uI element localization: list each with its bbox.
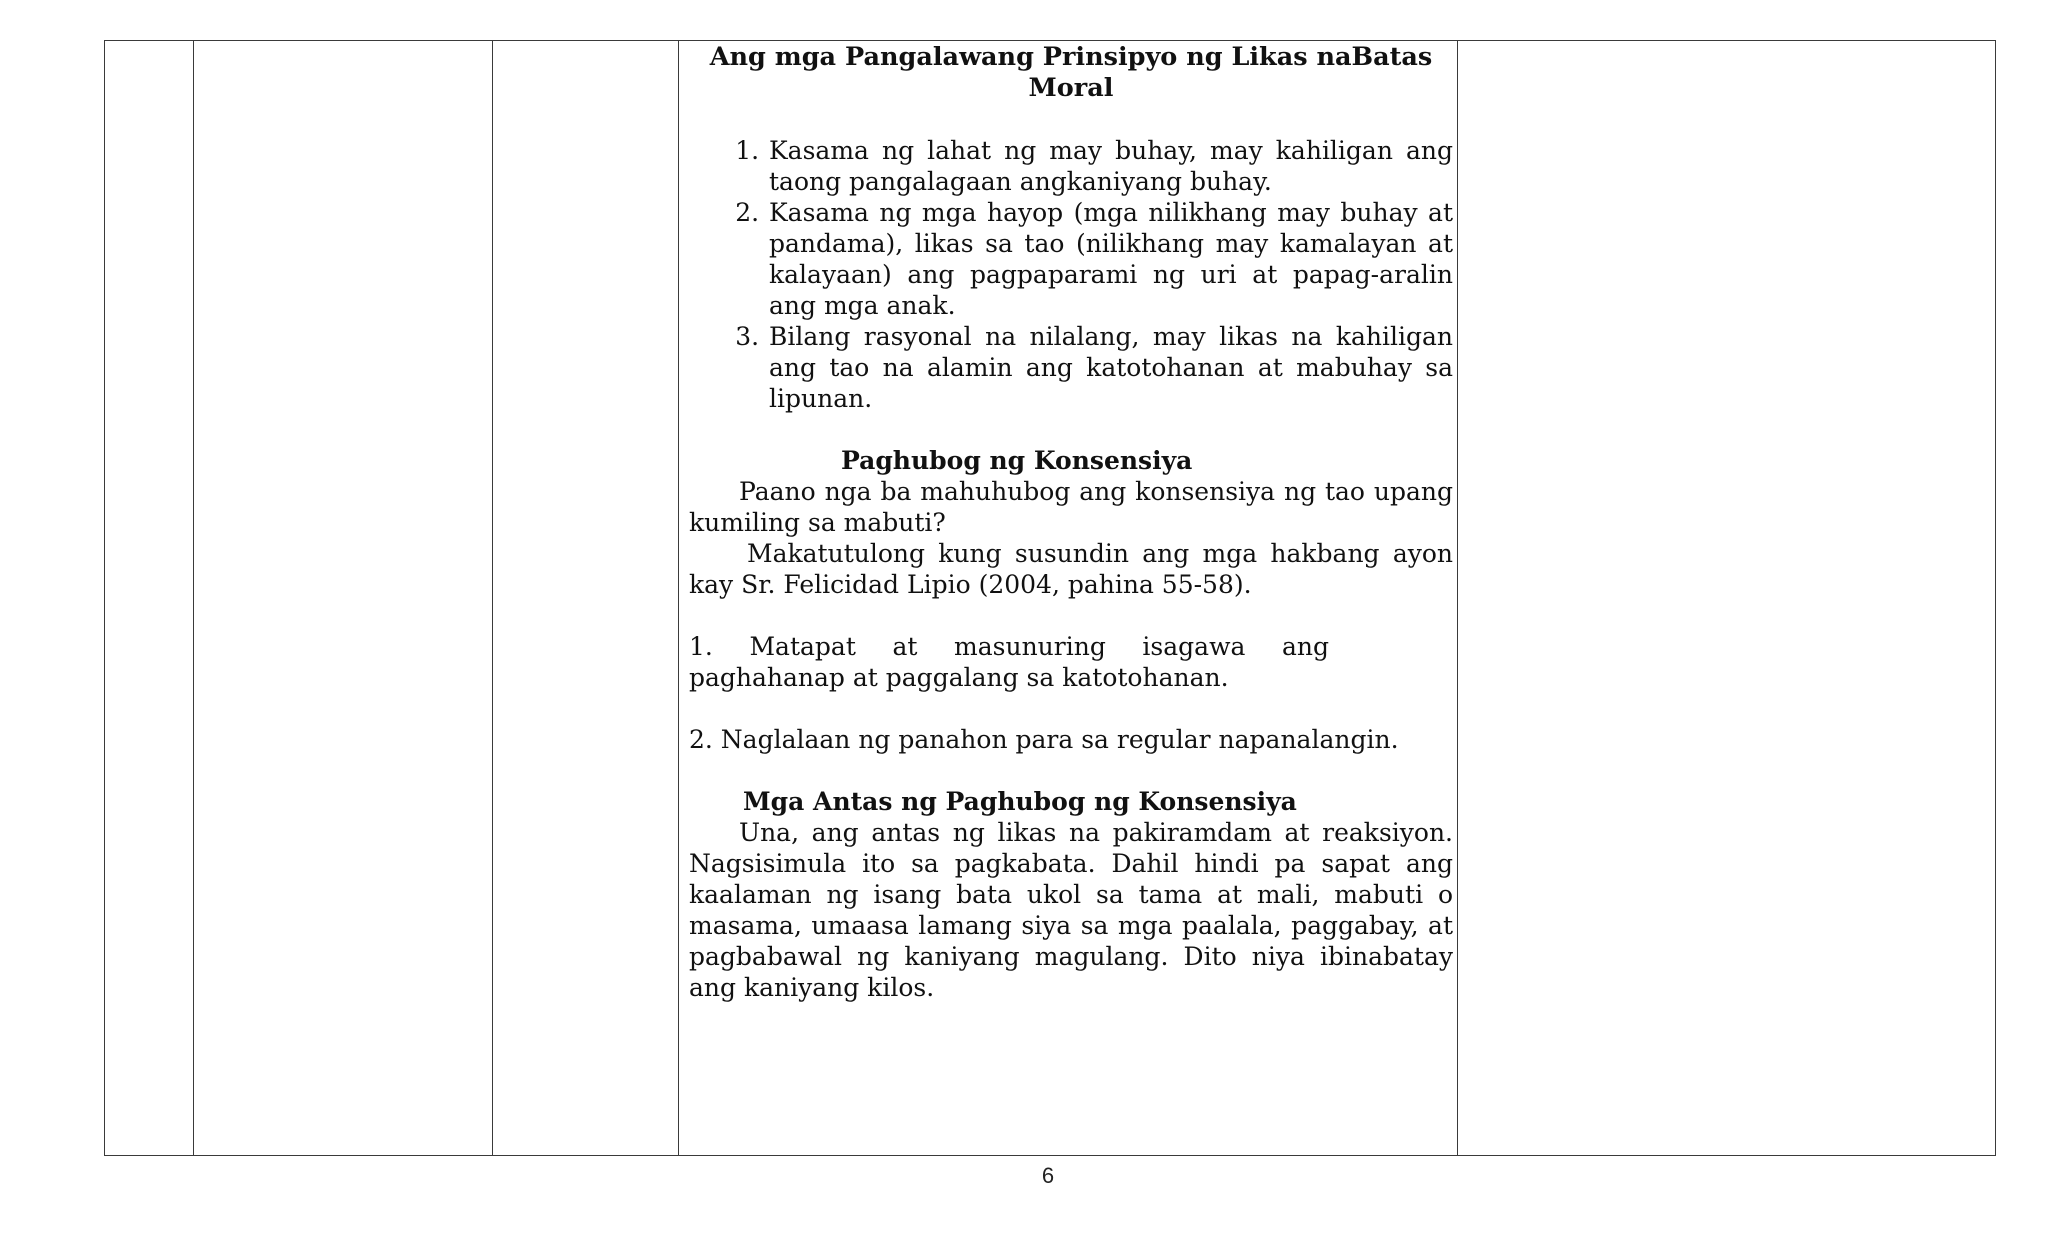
step-1 <box>689 631 1453 693</box>
step-1-line2: paghahanap at paggalang sa katotohanan. <box>689 663 1229 692</box>
step-2: 2. Naglalaan ng panahon para sa regular napanalangin. <box>689 725 1399 754</box>
step-1-line1: 1. Matapat at masunuring isagawa ang <box>689 632 1329 661</box>
principles-heading-line1: Ang mga Pangalawang Prinsipyo ng Likas naBatas <box>709 42 1433 72</box>
list-item: 2. Kasama ng mga hayop (mga nilikhang may buhay at pandama), likas sa tao (nilikhang may kamalayan at kalayaan) ang pagpaparami ng uri at papag-aralin ang mga anak. <box>767 197 1453 321</box>
page-number: 6 <box>1041 1163 1055 1188</box>
column-divider <box>678 41 679 1155</box>
list-item: 1. Kasama ng lahat ng may buhay, may kahiligan ang taong pangalagaan angkaniyang buhay. <box>767 135 1453 197</box>
antas-paragraph: Una, ang antas ng likas na pakiramdam at reaksiyon. Nagsisimula ito sa pagkabata. Dahil hindi pa sapat ang kaalaman ng isang bata ukol sa tama at mali, mabuti o masama, umaasa lamang siya sa mga paalala, paggabay, at pagbabawal ng kaniyang magulang. Dito niya ibinabatay ang kaniyang kilos. <box>689 818 1453 1002</box>
paghubog-question: Paano nga ba mahuhubog ang konsensiya ng tao upang kumiling sa mabuti? <box>689 477 1453 537</box>
principles-list <box>689 135 1453 414</box>
column-divider <box>492 41 493 1155</box>
lesson-content-cell <box>689 41 1453 1003</box>
paghubog-reference: Makatutulong kung susundin ang mga hakbang ayon kay Sr. Felicidad Lipio (2004, pahina 55-58). <box>689 539 1453 599</box>
column-divider <box>193 41 194 1155</box>
principles-heading <box>689 41 1453 104</box>
paghubog-heading: Paghubog ng Konsensiya <box>841 446 1193 475</box>
lesson-table <box>104 40 1996 1156</box>
antas-heading: Mga Antas ng Paghubog ng Konsensiya <box>743 787 1297 816</box>
principles-heading-line2: Moral <box>1028 73 1114 103</box>
list-item: 3. Bilang rasyonal na nilalang, may likas na kahiligan ang tao na alamin ang katotohanan at mabuhay sa lipunan. <box>767 321 1453 414</box>
column-divider <box>1457 41 1458 1155</box>
